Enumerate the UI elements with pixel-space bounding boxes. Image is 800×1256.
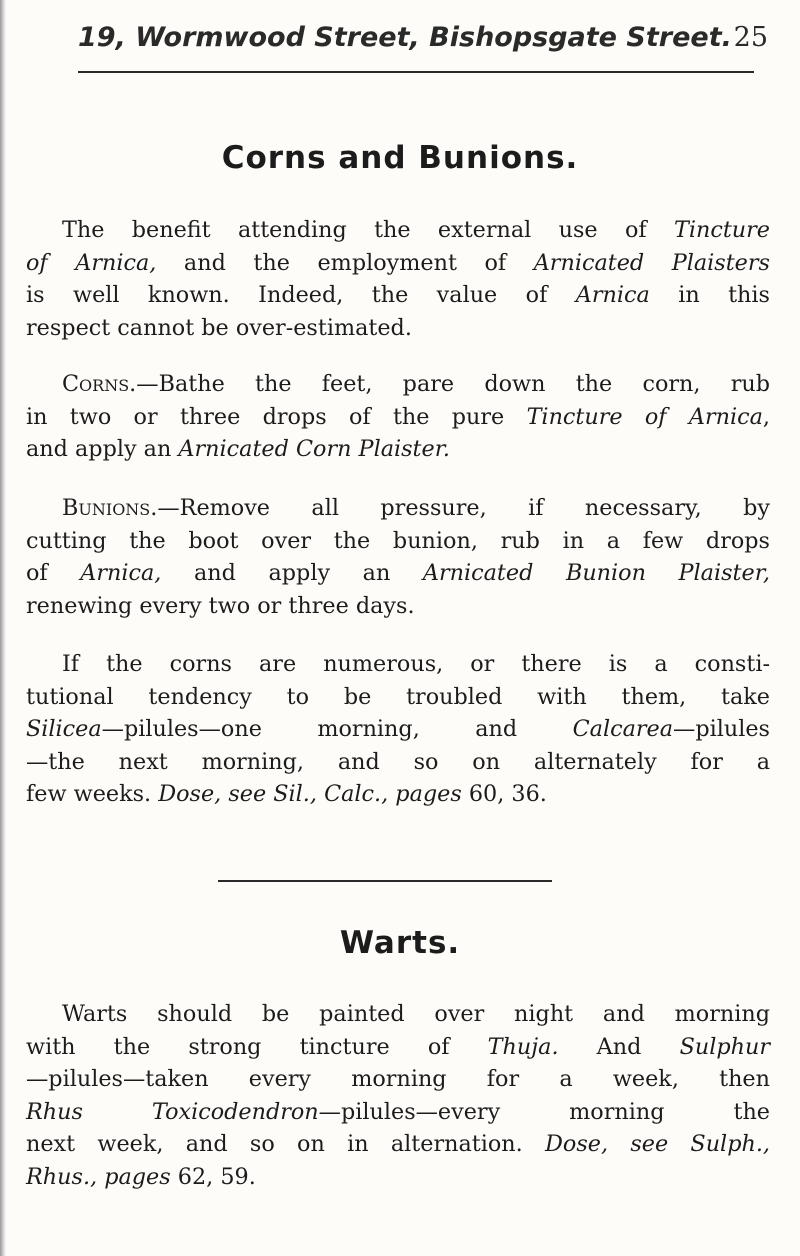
warts-italic: Dose, see Sulph., [545, 1131, 770, 1157]
bunions-line-2: cutting the boot over the bunion, rub in a few drops [26, 527, 770, 554]
bunions-text: and apply an [161, 560, 423, 586]
binding-edge [0, 0, 6, 1256]
bunions-line-3 [26, 557, 770, 590]
constitutional-italic: Dose, see Sil., Calc., pages [158, 781, 462, 807]
paragraph-constitutional [26, 648, 770, 811]
warts-italic: Thuja. [487, 1033, 559, 1060]
warts-text: And [558, 1033, 680, 1060]
constitutional-line-5 [26, 778, 770, 811]
corns-italic: Arnicated Corn Plaister. [178, 436, 451, 462]
warts-line-2 [26, 1031, 770, 1064]
intro-text: and the employment of [156, 249, 534, 276]
warts-line-6 [26, 1161, 770, 1194]
constitutional-text: 60, 36. [461, 781, 547, 807]
warts-italic: Sulphur [679, 1033, 770, 1060]
warts-text: next week, and so on in alternation. [26, 1131, 546, 1157]
bunions-italic: Arnica, [80, 560, 162, 586]
bunions-text: —Remove all pressure, if necessary, by [157, 495, 770, 521]
corns-text: , [762, 403, 770, 430]
bunions-italic: Arnicated Bunion Plaister, [422, 560, 770, 586]
intro-italic: of Arnica, [26, 249, 157, 276]
paragraph-bunions [26, 492, 770, 622]
warts-line-1: Warts should be painted over night and morning [62, 1001, 770, 1027]
warts-line-5 [26, 1128, 770, 1161]
intro-line-4: respect cannot be over-estimated. [26, 314, 412, 341]
constitutional-italic: Calcarea [572, 716, 674, 742]
corns-text: and apply an [26, 436, 179, 462]
intro-text: in this [649, 282, 770, 308]
intro-line-2 [26, 247, 770, 280]
paragraph-intro [26, 214, 770, 344]
intro-italic: Tincture [673, 217, 770, 243]
intro-line-3 [26, 279, 770, 312]
corns-line-2 [26, 401, 770, 434]
corns-line-1 [26, 368, 770, 401]
warts-italic: Rhus., pages [26, 1163, 171, 1190]
constitutional-italic: Silicea [26, 716, 102, 742]
header-rule [78, 71, 754, 73]
warts-text: 62, 59. [170, 1163, 256, 1190]
corns-text: in two or three drops of the pure [26, 403, 527, 430]
warts-text: —pilules—every morning the [318, 1098, 771, 1125]
paragraph-warts [26, 998, 770, 1193]
corns-line-3 [26, 433, 770, 466]
intro-line-1 [26, 214, 770, 247]
warts-italic: Rhus Toxicodendron [26, 1098, 319, 1125]
constitutional-text: —pilules [673, 716, 770, 742]
warts-line-3: —pilules—taken every morning for a week, then [26, 1066, 770, 1092]
intro-italic: Arnicated Plaisters [533, 249, 770, 276]
bunions-label: Bunions. [62, 495, 158, 521]
constitutional-line-3 [26, 713, 770, 746]
bunions-line-4: renewing every two or three days. [26, 592, 415, 619]
constitutional-text: few weeks. [26, 781, 159, 807]
bunions-line-1 [26, 492, 770, 525]
bunions-text: of [26, 560, 81, 586]
heading-warts: Warts. [339, 925, 461, 961]
constitutional-line-1: If the corns are numerous, or there is a consti- [62, 651, 770, 677]
intro-text: is well known. Indeed, the value of [26, 282, 576, 308]
paragraph-corns [26, 368, 770, 466]
intro-italic: Arnica [575, 282, 650, 308]
corns-text: —Bathe the feet, pare down the corn, rub [136, 371, 770, 397]
warts-text: with the strong tincture of [26, 1033, 488, 1060]
section-divider [218, 880, 552, 882]
running-title: 19, Wormwood Street, Bishopsgate Street. [78, 22, 732, 53]
intro-text: The benefit attending the external use of [62, 217, 674, 243]
constitutional-text: —pilules—one morning, and [101, 716, 573, 742]
corns-italic: Tincture of Arnica [526, 403, 763, 430]
heading-corns-and-bunions: Corns and Bunions. [221, 140, 579, 176]
warts-line-4 [26, 1096, 770, 1129]
page-number: 25 [733, 22, 768, 53]
running-header [78, 16, 770, 56]
corns-label: Corns. [62, 371, 137, 397]
constitutional-line-2: tutional tendency to be troubled with them, take [26, 683, 770, 710]
constitutional-line-4: —the next morning, and so on alternately for a [26, 748, 770, 775]
